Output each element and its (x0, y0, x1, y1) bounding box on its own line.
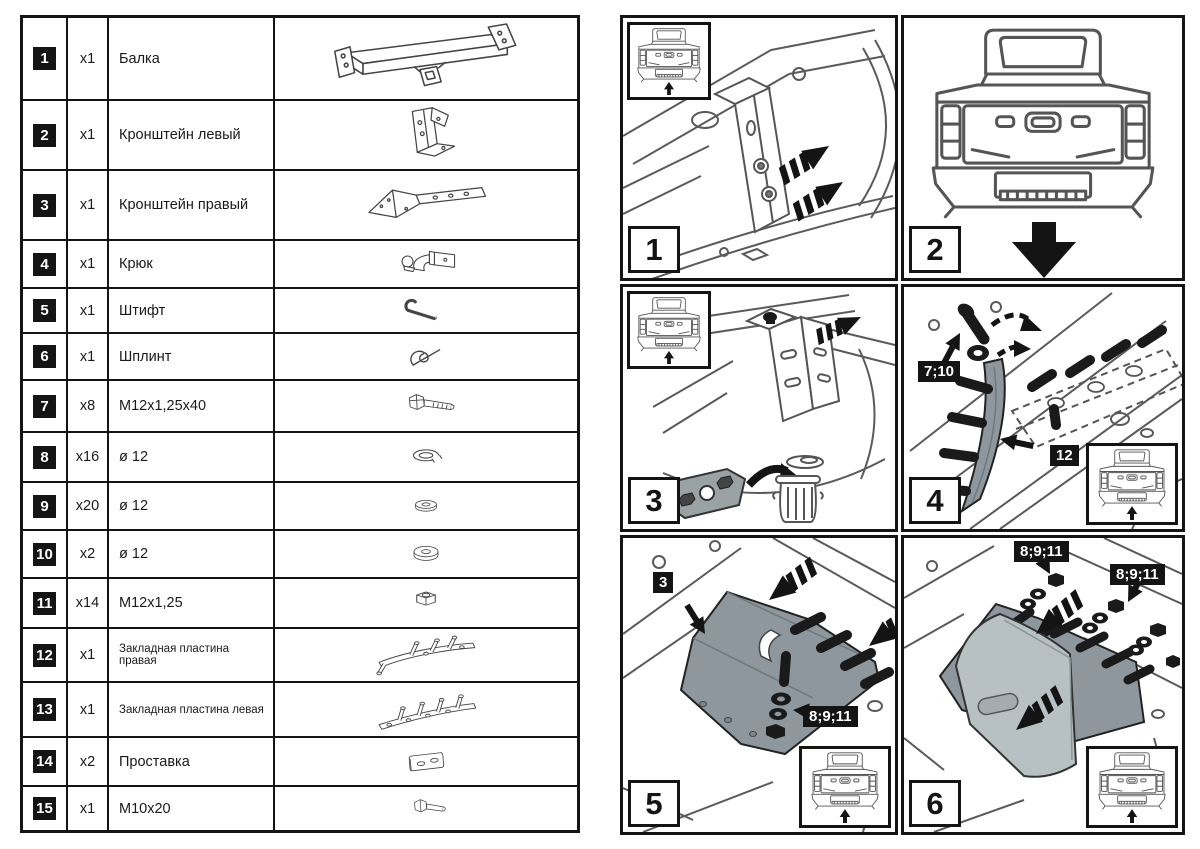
part-name: Крюк (109, 241, 275, 287)
part-quantity: x1 (68, 241, 109, 287)
part-quantity: x8 (68, 381, 109, 431)
step-number: 4 (909, 477, 961, 524)
part-number-badge: 5 (33, 299, 56, 322)
step-panel-6 (901, 535, 1185, 835)
parts-table (20, 15, 580, 833)
vehicle-orientation-inset (1086, 746, 1178, 828)
frame-holes (1048, 366, 1142, 408)
table-row (23, 171, 577, 241)
part-quantity: x14 (68, 579, 109, 627)
part-number-badge: 15 (33, 797, 56, 820)
part-name: Закладная пластина левая (109, 683, 275, 736)
step-number: 2 (909, 226, 961, 273)
part-number-badge: 10 (33, 543, 56, 566)
part-number-cell (23, 334, 68, 379)
part-name: ø 12 (109, 483, 275, 529)
part-number-cell (23, 683, 68, 736)
part-quantity: x2 (68, 738, 109, 785)
part-name: Закладная пластина правая (109, 629, 275, 681)
table-row (23, 787, 577, 830)
pin-illustration (275, 289, 577, 332)
insert-dashed-arrow-icons (992, 315, 1042, 357)
part-number-badge: 12 (33, 644, 56, 667)
beam-illustration (275, 18, 577, 99)
plate-callout: 12 (1050, 445, 1079, 466)
bolt-m12-illustration (275, 381, 577, 431)
step-panel-3 (620, 284, 898, 532)
table-row (23, 738, 577, 787)
part-number-badge: 4 (33, 253, 56, 276)
part-number-cell (23, 171, 68, 239)
part-number-cell (23, 579, 68, 627)
table-row (23, 483, 577, 531)
step-number: 6 (909, 780, 961, 827)
vehicle-orientation-inset (1086, 443, 1178, 525)
up-arrow-icon (1127, 809, 1138, 823)
part-number-cell (23, 289, 68, 332)
part-number-cell (23, 787, 68, 830)
part-quantity: x1 (68, 334, 109, 379)
part-number-cell (23, 18, 68, 99)
part-number-badge: 7 (33, 395, 56, 418)
large-washer-illustration (275, 531, 577, 577)
part-name: Проставка (109, 738, 275, 785)
installation-steps (620, 15, 1185, 835)
hardware-callout: 8;9;11 (1014, 541, 1069, 562)
table-row (23, 334, 577, 381)
part-quantity: x1 (68, 101, 109, 169)
down-arrow-icon (1012, 222, 1076, 278)
discard-plate-drawing (669, 469, 745, 518)
table-row (23, 101, 577, 171)
part-name: Кронштейн левый (109, 101, 275, 169)
nut-illustration (275, 579, 577, 627)
part-number-badge: 1 (33, 47, 56, 70)
bracket-right-illustration (275, 171, 577, 239)
part-number-badge: 14 (33, 750, 56, 773)
step-panel-4 (901, 284, 1185, 532)
part-number-badge: 6 (33, 345, 56, 368)
spacer-illustration (275, 738, 577, 785)
part-number-badge: 9 (33, 495, 56, 518)
table-row (23, 289, 577, 334)
table-row (23, 241, 577, 289)
part-number-badge: 11 (33, 592, 56, 615)
vehicle-orientation-inset (627, 22, 711, 100)
part-number-cell (23, 629, 68, 681)
truck-rear-icon (632, 27, 706, 95)
part-name: M12x1,25 (109, 579, 275, 627)
up-arrow-icon (840, 809, 851, 823)
part-name: Кронштейн правый (109, 171, 275, 239)
table-row (23, 381, 577, 433)
part-name: Балка (109, 18, 275, 99)
part-number-badge: 8 (33, 446, 56, 469)
part-number-cell (23, 241, 68, 287)
vehicle-orientation-inset (799, 746, 891, 828)
part-quantity: x1 (68, 787, 109, 830)
vehicle-orientation-inset (627, 291, 711, 369)
part-name: ø 12 (109, 531, 275, 577)
part-quantity: x2 (68, 531, 109, 577)
hardware-callout: 8;9;11 (1110, 564, 1165, 585)
table-row (23, 579, 577, 629)
part-number-cell (23, 101, 68, 169)
part-number-cell (23, 483, 68, 529)
step-panel-2 (901, 15, 1185, 281)
part-quantity: x16 (68, 433, 109, 481)
part-quantity: x1 (68, 171, 109, 239)
table-row (23, 683, 577, 738)
bracket-left-illustration (275, 101, 577, 169)
hitch-ball-mount-illustration (275, 241, 577, 287)
part-quantity: x1 (68, 18, 109, 99)
up-arrow-icon (664, 82, 674, 95)
table-row (23, 629, 577, 683)
part-number-cell (23, 738, 68, 785)
hardware-callout: 8;9;11 (803, 706, 858, 727)
part-name: M10x20 (109, 787, 275, 830)
step-panel-1 (620, 15, 898, 281)
part-number-badge: 2 (33, 124, 56, 147)
up-arrow-icon (1127, 506, 1138, 520)
stud-bolts-drawing (1032, 330, 1162, 425)
truck-rear-icon (804, 751, 886, 823)
part-quantity: x1 (68, 629, 109, 681)
hardware-callout: 7;10 (918, 361, 960, 382)
part-number-cell (23, 433, 68, 481)
part-number-badge: 3 (33, 194, 56, 217)
step-number: 3 (628, 477, 680, 524)
table-row (23, 433, 577, 483)
part-number-badge: 13 (33, 698, 56, 721)
table-row (23, 531, 577, 579)
part-name: ø 12 (109, 433, 275, 481)
part-quantity: x1 (68, 289, 109, 332)
bolt-m10-illustration (275, 787, 577, 830)
part-name: M12x1,25x40 (109, 381, 275, 431)
bumper-bracket-drawing (715, 78, 789, 232)
part-name: Шплинт (109, 334, 275, 379)
part-quantity: x1 (68, 683, 109, 736)
spring-washer-illustration (275, 433, 577, 481)
flat-washer-illustration (275, 483, 577, 529)
part-number-cell (23, 531, 68, 577)
truck-rear-icon (1091, 751, 1173, 823)
step-number: 1 (628, 226, 680, 273)
bracket-callout: 3 (653, 572, 673, 593)
bolt-and-washer-drawing (955, 301, 989, 361)
step-panel-5 (620, 535, 898, 835)
truck-rear-icon (632, 296, 706, 364)
table-row (23, 18, 577, 101)
stud-plate-left-illustration (275, 683, 577, 736)
frame-bracket-drawing (747, 309, 839, 421)
truck-rear-drawing (933, 30, 1153, 217)
up-arrow-icon (664, 351, 674, 364)
part-name: Штифт (109, 289, 275, 332)
part-quantity: x20 (68, 483, 109, 529)
stud-plate-right-illustration (275, 629, 577, 681)
truck-rear-icon (1091, 448, 1173, 520)
step-number: 5 (628, 780, 680, 827)
part-number-cell (23, 381, 68, 431)
r-clip-illustration (275, 334, 577, 379)
hidden-plate-outline (1012, 349, 1182, 447)
